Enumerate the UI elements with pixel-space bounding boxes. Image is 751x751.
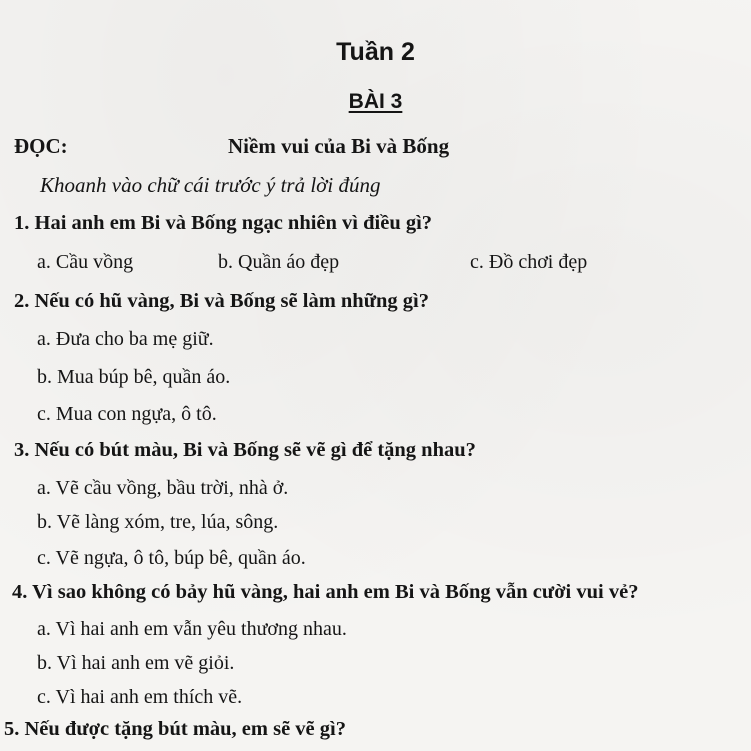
question-4-option-a[interactable]: a. Vì hai anh em vẫn yêu thương nhau. [37, 618, 347, 640]
week-heading: Tuần 2 [336, 38, 415, 66]
question-2-option-b[interactable]: b. Mua búp bê, quần áo. [37, 366, 231, 388]
lesson-heading [0, 90, 751, 114]
question-1-option-a[interactable]: a. Cầu vồng [37, 251, 134, 273]
question-1-option-c[interactable]: c. Đồ chơi đẹp [470, 251, 588, 273]
question-2-option-a[interactable]: a. Đưa cho ba mẹ giữ. [37, 328, 214, 350]
lesson-heading-text: BÀI 3 [348, 90, 403, 113]
question-4-option-c[interactable]: c. Vì hai anh em thích vẽ. [37, 686, 243, 708]
reading-section-label: ĐỌC: [14, 134, 68, 158]
question-5: 5. Nếu được tặng bút màu, em sẽ vẽ gì? [4, 718, 346, 740]
reading-title: Niềm vui của Bi và Bống [228, 134, 450, 158]
question-3-option-c[interactable]: c. Vẽ ngựa, ô tô, búp bê, quần áo. [37, 547, 306, 569]
question-2-option-c[interactable]: c. Mua con ngựa, ô tô. [37, 403, 217, 425]
question-4-option-b[interactable]: b. Vì hai anh em vẽ giỏi. [37, 652, 235, 674]
question-2: 2. Nếu có hũ vàng, Bi và Bống sẽ làm những gì? [14, 290, 429, 312]
question-1: 1. Hai anh em Bi và Bống ngạc nhiên vì điều gì? [14, 212, 433, 234]
instruction-text: Khoanh vào chữ cái trước ý trả lời đúng [40, 173, 381, 197]
question-4: 4. Vì sao không có bảy hũ vàng, hai anh em Bi và Bống vẫn cười vui vẻ? [12, 581, 639, 603]
question-1-option-b[interactable]: b. Quần áo đẹp [218, 251, 340, 273]
question-3: 3. Nếu có bút màu, Bi và Bống sẽ vẽ gì để tặng nhau? [14, 439, 476, 461]
question-3-option-a[interactable]: a. Vẽ cầu vồng, bầu trời, nhà ở. [37, 477, 289, 499]
question-3-option-b[interactable]: b. Vẽ làng xóm, tre, lúa, sông. [37, 511, 279, 533]
